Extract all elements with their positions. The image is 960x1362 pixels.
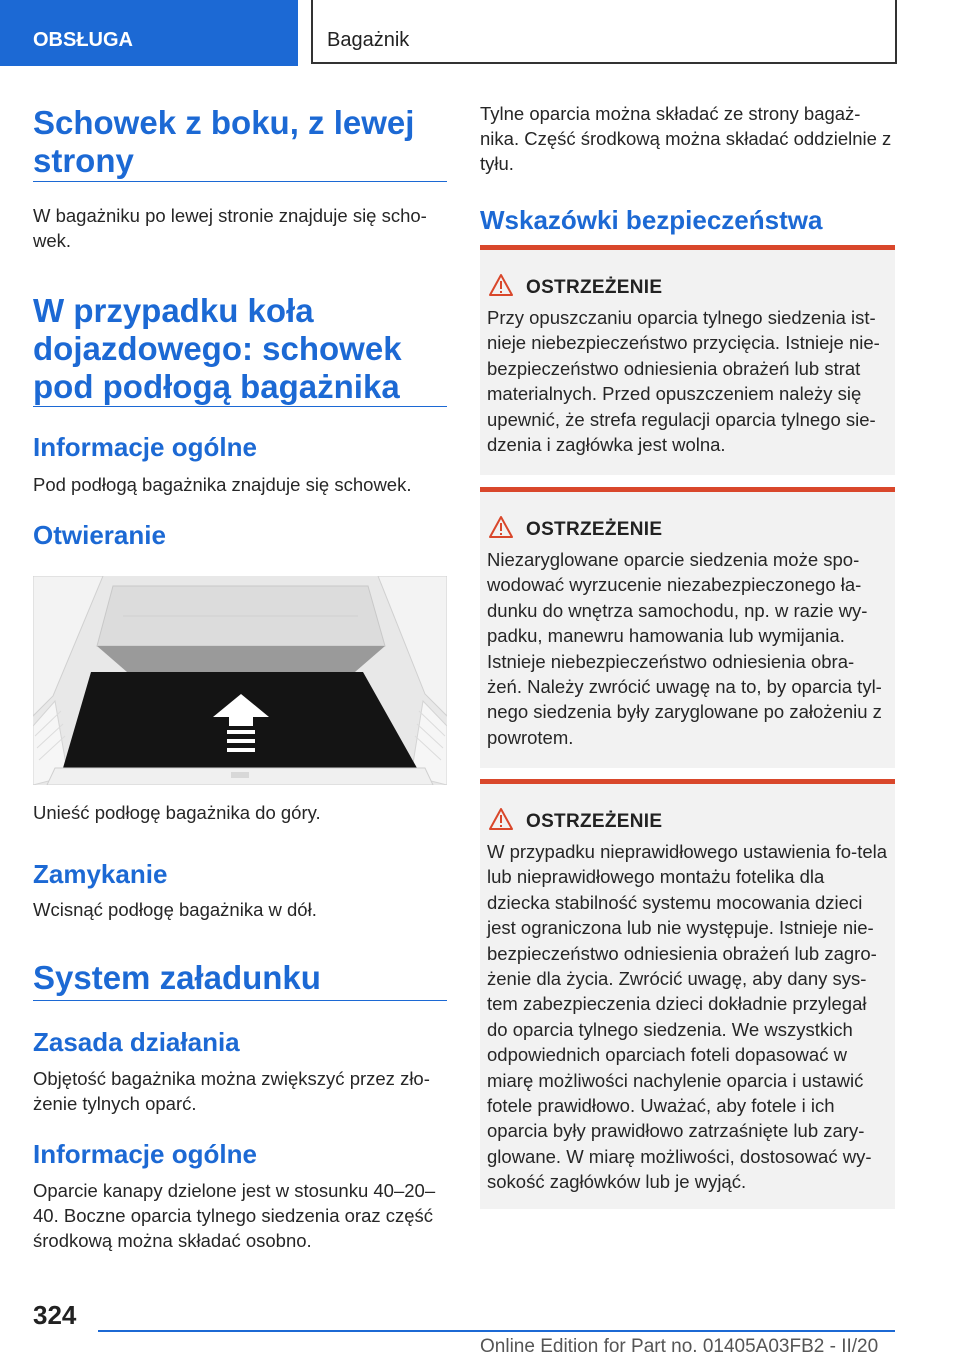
paragraph-side-storage: W bagażniku po lewej stronie znajduje się scho-wek.: [33, 205, 427, 251]
footer-rule: [98, 1330, 895, 1332]
warning-text: Niezaryglowane oparcie siedzenia może spo-wodować wyrzucenie niezabezpieczonego ła-dunku do wnętrza samochodu, np. w razie wy-padku, manewru hamowania lub wymijania. Istnieje niebezpieczeństwo odniesienia obra-żeń. Należy zwrócić uwagę na to, by oparcia tyl-nego siedzenia były zaryglowane po założeniu z powrotem.: [487, 549, 882, 748]
subheading-general-info-2: Informacje ogólne: [33, 1139, 257, 1169]
edition-note: Online Edition for Part no. 01405A03FB2 - II/20: [480, 1336, 879, 1357]
section-label: OBSŁUGA: [33, 29, 133, 51]
heading-spare-wheel-storage: W przypadku koła dojazdowego: schowek pod podłogą bagażnika: [33, 292, 402, 405]
subheading-principle: Zasada działania: [33, 1027, 240, 1057]
heading-rule: [33, 406, 447, 407]
warning-triangle-icon: [488, 807, 514, 831]
chapter-header: [311, 0, 897, 64]
subheading-general-info: Informacje ogólne: [33, 432, 257, 462]
warning-box: [480, 487, 895, 768]
warning-title: OSTRZEŻENIE: [526, 277, 663, 298]
warning-text: W przypadku nieprawidłowego ustawienia fo-tela lub nieprawidłowego montażu fotelika dla dziecka stabilność systemu mocowania dzieci jest ograniczona lub nie występuje. Istnieje nie-bezpieczeństwo odniesienia obrażeń lub zagro-żenie dla życia. Zwrócić uwagę, aby dany sys-tem zabezpieczenia dzieci dokładnie przylegał do oparcia tylnego siedzenia. We wszystkich odpowiednich oparciach foteli dopasować w miarę możliwości nachylenie oparcia i ustawić fotele prawidłowo. Uważać, aby fotele i ich oparcia były prawidłowo zatrzaśnięte lub zary-glowane. W miarę możliwości, dostosować wy-sokość zagłówków lub je wyjąć.: [487, 841, 888, 1193]
heading-side-storage: Schowek z boku, z lewej strony: [33, 104, 415, 179]
chapter-label: Bagażnik: [327, 29, 410, 51]
paragraph-closing: Wcisnąć podłogę bagażnika w dół.: [33, 899, 317, 920]
paragraph-general-info-2: Oparcie kanapy dzielone jest w stosunku 40–20–40. Boczne oparcia tylnego siedzenia oraz część środkową można składać osobno.: [33, 1180, 436, 1251]
warning-text: Przy opuszczaniu oparcia tylnego siedzenia ist-nieje niebezpieczeństwo przycięcia. Istnieje nie-bezpieczeństwo odniesienia obrażeń lub strat materialnych. Przed opuszczeniem należy się upewnić, że strefa regulacji oparcia tylnego sie-dzenia i zagłówka jest wolna.: [487, 307, 880, 456]
subheading-closing: Zamykanie: [33, 859, 168, 889]
paragraph-general-info: Pod podłogą bagażnika znajduje się schowek.: [33, 474, 412, 495]
warning-triangle-icon: [488, 273, 514, 297]
heading-safety-notes: Wskazówki bezpieczeństwa: [480, 205, 823, 235]
trunk-floor-illustration: [33, 576, 447, 785]
section-tab: [0, 0, 298, 66]
paragraph-opening: Unieść podłogę bagażnika do góry.: [33, 802, 321, 823]
trunk-floor-image: [33, 576, 447, 785]
heading-loading-system: System załadunku: [33, 959, 321, 996]
heading-rule: [33, 181, 447, 182]
paragraph-principle: Objętość bagażnika można zwiększyć przez zło-żenie tylnych oparć.: [33, 1068, 430, 1114]
warning-box: [480, 779, 895, 1209]
subheading-opening: Otwieranie: [33, 520, 166, 550]
page-number: 324: [33, 1300, 77, 1330]
warning-triangle-icon: [488, 515, 514, 539]
warning-title: OSTRZEŻENIE: [526, 519, 663, 540]
warning-box: [480, 245, 895, 475]
paragraph-rear-backrests: Tylne oparcia można składać ze strony bagaż-nika. Część środkową można składać oddzielnie z tyłu.: [480, 103, 892, 174]
warning-title: OSTRZEŻENIE: [526, 811, 663, 832]
heading-rule: [33, 1000, 447, 1001]
